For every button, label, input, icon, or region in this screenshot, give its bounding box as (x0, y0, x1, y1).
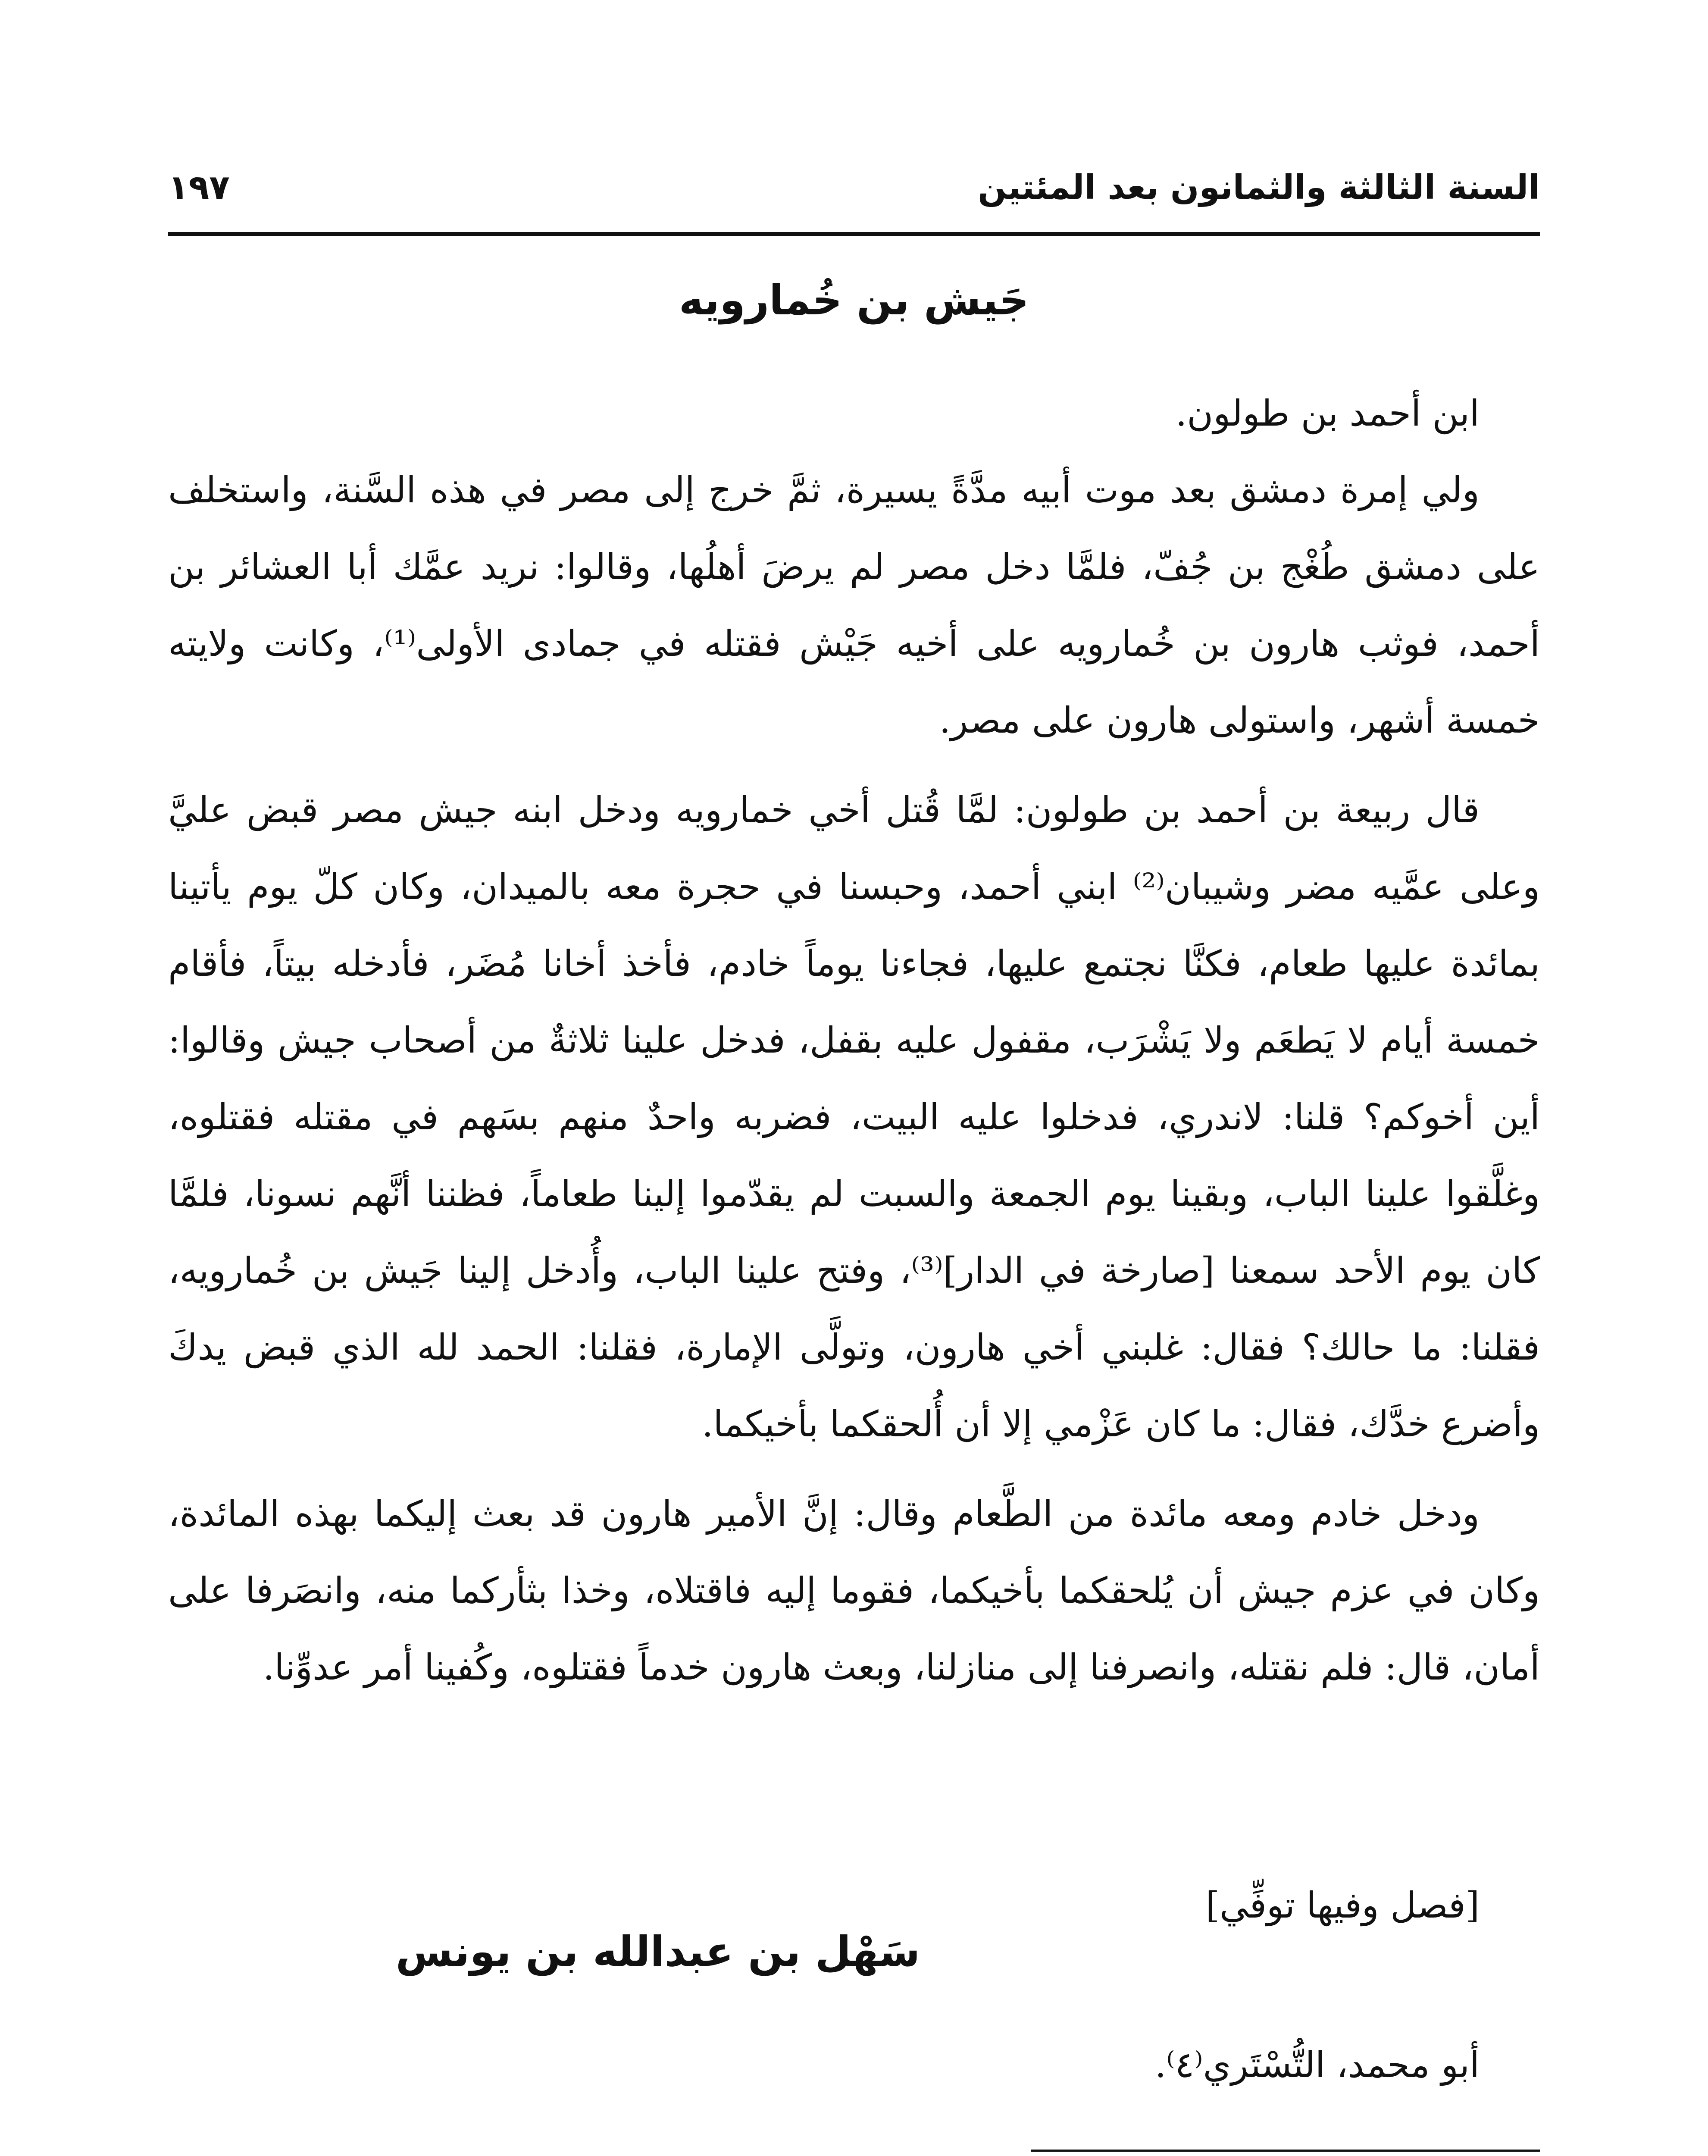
main-text (168, 375, 1540, 1719)
paragraph-servant-account: ودخل خادم ومعه مائدة من الطَّعام وقال: إنَّ الأمير هارون قد بعث إليكما بهذه المائدة، وكان في عزم جيش أن يُلحقكما بأخيكما، فقوما إليه فاقتلاه، وخذا بثأركما منه، وانصَرفا على أمان، قال: فلم نقتله، وانصرفنا إلى منازلنا، وبعث هارون خدماً فقتلوه، وكُفينا أمر عدوِّنا. (168, 1493, 1540, 1688)
sahl-kunya-line: أبو محمد، التُّسْتَري⁽٤⁾. (1154, 2044, 1480, 2086)
section-title-sahl: سَهْل بن عبدالله بن يونس (395, 1927, 920, 1976)
paragraph-rabia-account: قال ربيعة بن أحمد بن طولون: لمَّا قُتل أخي خمارويه ودخل ابنه جيش مصر قبض عليَّ وعلى عمَّيه مضر وشيبان⁽²⁾ ابني أحمد، وحبسنا في حجرة معه بالميدان، وكان كلّ يوم يأتينا بمائدة عليها طعام، فكنَّا نجتمع عليها، فجاءنا يوماً خادم، فأخذ أخانا مُضَر، فأدخله بيتاً، فأقام خمسة أيام لا يَطعَم ولا يَشْرَب، مقفول عليه بقفل، فدخل علينا ثلاثةٌ من أصحاب جيش وقالوا: أين أخوكم؟ قلنا: لاندري، فدخلوا عليه البيت، فضربه واحدٌ منهم بسَهم في مقتله فقتلوه، وغلَّقوا علينا الباب، وبقينا يوم الجمعة والسبت لم يقدّموا إلينا طعاماً، فظننا أنَّهم نسونا، فلمَّا كان يوم الأحد سمعنا [صارخة في الدار]⁽³⁾، وفتح علينا الباب، وأُدخل إلينا جَيش بن خُمارويه، فقلنا: ما حالك؟ فقال: غلبني أخي هارون، وتولَّى الإمارة، فقلنا: الحمد لله الذي قبض يدكَ وأضرع خدَّك، فقال: ما كان عَزْمي إلا أن أُلحقكما بأخيكما. (168, 789, 1540, 1445)
running-header (168, 155, 1540, 220)
header-rule (168, 232, 1540, 236)
page-number: ١٩٧ (168, 168, 230, 207)
footnote-rule (1031, 2150, 1540, 2152)
section-title-jaysh: جَيش بن خُمارويه (679, 276, 1029, 324)
paragraph-governorship: ولي إمرة دمشق بعد موت أبيه مدَّةً يسيرة، ثمَّ خرج إلى مصر في هذه السَّنة، واستخلف على دمشق طُغْج بن جُفّ، فلمَّا دخل مصر لم يرضَ أهلُها، وقالوا: نريد عمَّك أبا العشائر بن أحمد، فوثب هارون بن خُمارويه على أخيه جَيْش فقتله في جمادى الأولى⁽¹⁾، وكانت ولايته خمسة أشهر، واستولى هارون على مصر. (168, 469, 1540, 741)
paragraph-lineage: ابن أحمد بن طولون. (1175, 392, 1480, 434)
fasl-heading: [فصل وفيها توفِّي] (1205, 1884, 1480, 1926)
running-title: السنة الثالثة والثمانون بعد المئتين (978, 168, 1540, 207)
